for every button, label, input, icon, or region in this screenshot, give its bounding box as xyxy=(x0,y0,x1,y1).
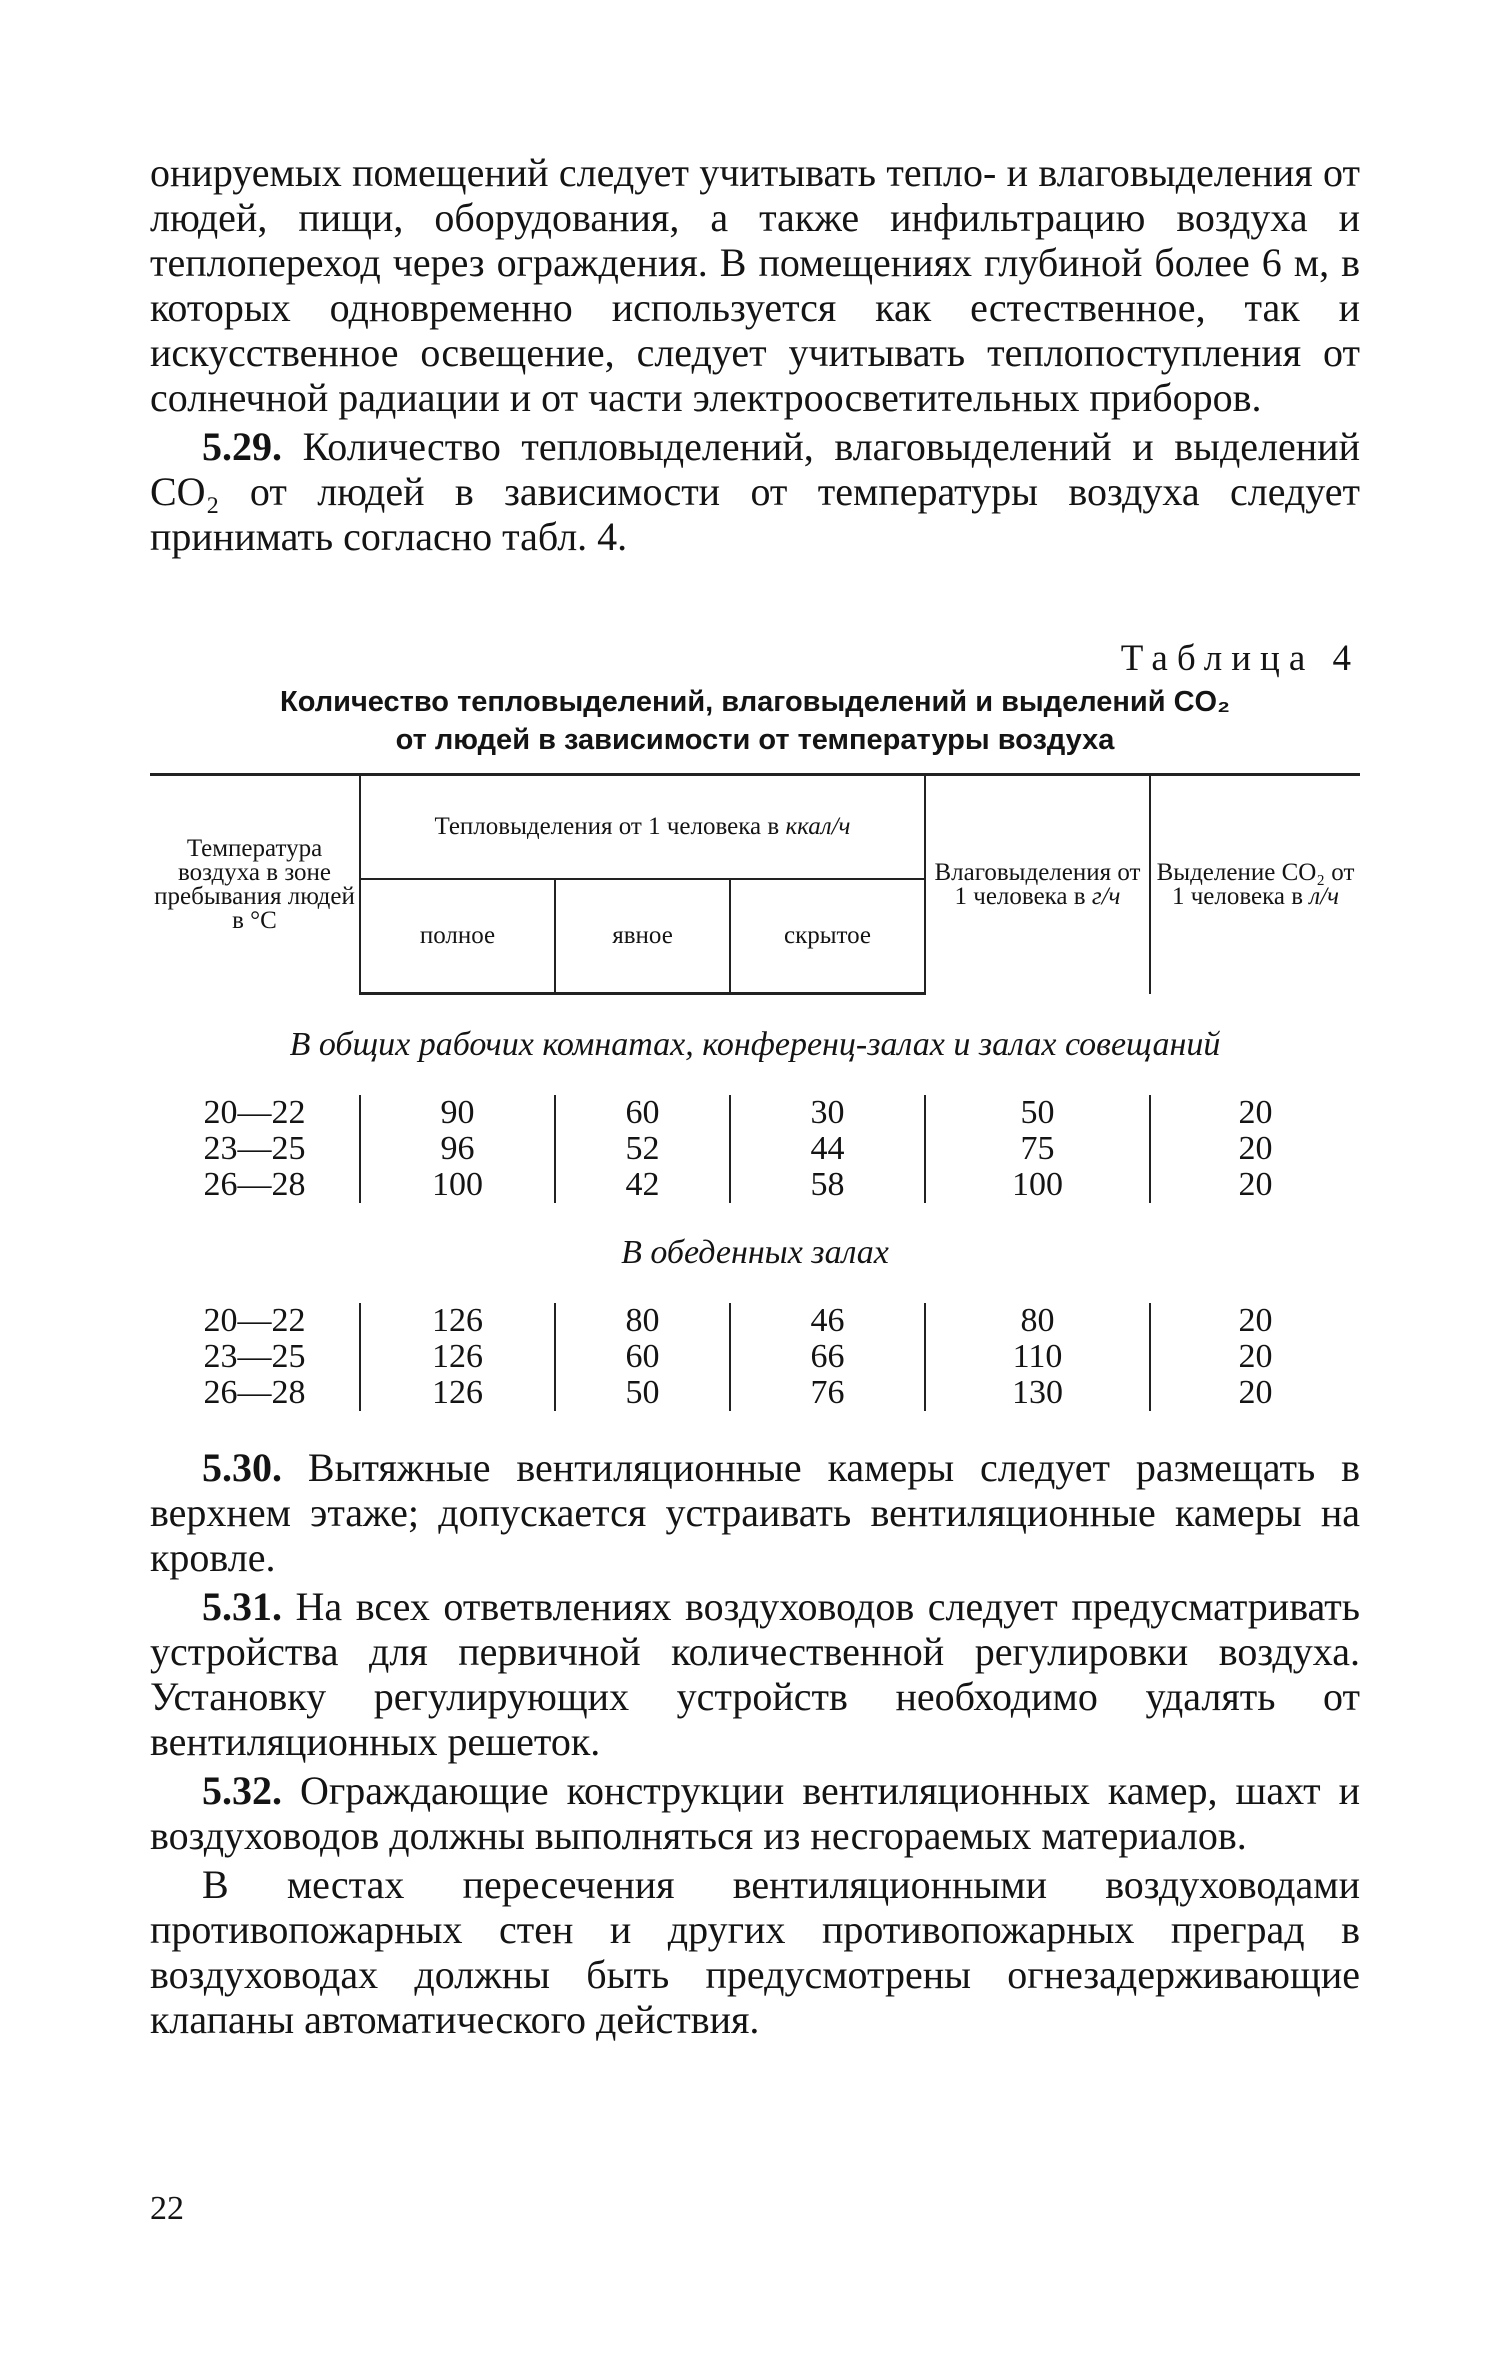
document-page xyxy=(150,150,1360,2042)
table-row: 23—25 96 52 44 75 20 xyxy=(150,1131,1360,1167)
header-heat-group: Тепловыделения от 1 человека в ккал/ч xyxy=(360,775,925,880)
header-moisture: Влаговыделения от 1 человека в г/ч xyxy=(925,775,1150,994)
paragraph-5-29 xyxy=(150,424,1360,559)
header-temperature: Температура воздуха в зоне пребывания людей в °С xyxy=(150,775,360,994)
section-title: В общих рабочих комнатах, конференц-залах и залах совещаний xyxy=(289,1026,1221,1063)
header-total: полное xyxy=(360,879,555,994)
paragraph-5-30 xyxy=(150,1445,1360,1580)
paragraph-text: Количество тепловыделений, влаговыделений и выделений CO₂ от людей в зависимости от температуры воздуха следует принимать согласно табл. 4. xyxy=(150,424,1360,559)
paragraph-number: 5.31. xyxy=(202,1584,282,1629)
paragraph-text: Вытяжные вентиляционные камеры следует размещать в верхнем этаже; допускается устраивать вентиляционные камеры на кровле. xyxy=(150,1445,1360,1580)
table-row: 26—28 126 50 76 130 20 xyxy=(150,1375,1360,1411)
header-co2: Выделение CO₂ от 1 человека в л/ч xyxy=(1150,775,1360,994)
header-latent: скрытое xyxy=(730,879,925,994)
intro-paragraph: онируемых помещений следует учитывать тепло- и влаговыделения от людей, пищи, оборудования, а также инфильтрацию воздуха и теплопереход через ограждения. В помещениях глубиной более 6 м, в которых одновременно используется как естественное, так и искусственное освещение, следует учитывать теплопоступления от солнечной радиации и от части электроосветительных приборов. xyxy=(150,150,1360,420)
table-row: 23—25 126 60 66 110 20 xyxy=(150,1339,1360,1375)
paragraph-number: 5.32. xyxy=(202,1768,282,1813)
paragraph-text: На всех ответвлениях воздуховодов следует предусматривать устройства для первичной количественной регулировки воздуха. Установку регулирующих устройств необходимо удалять от вентиляционных решеток. xyxy=(150,1584,1360,1764)
section-title: В обеденных залах xyxy=(621,1234,889,1271)
table-title xyxy=(150,683,1360,759)
table-title-line2: от людей в зависимости от температуры воздуха xyxy=(395,724,1115,756)
table-row: 26—28 100 42 58 100 20 xyxy=(150,1167,1360,1203)
paragraph-5-31 xyxy=(150,1584,1360,1764)
paragraph-number: 5.30. xyxy=(202,1445,282,1490)
heat-release-table xyxy=(150,773,1360,1411)
table-title-line1: Количество тепловыделений, влаговыделений и выделений CO₂ xyxy=(280,686,1230,718)
header-sensible: явное xyxy=(555,879,730,994)
paragraph-5-32 xyxy=(150,1768,1360,1858)
table-label: Таблица 4 xyxy=(1120,638,1360,679)
page-number: 22 xyxy=(150,2190,184,2227)
table-row: 20—22 126 80 46 80 20 xyxy=(150,1303,1360,1339)
table-row: 20—22 90 60 30 50 20 xyxy=(150,1095,1360,1131)
paragraph-number: 5.29. xyxy=(202,424,282,469)
paragraph-text: Ограждающие конструкции вентиляционных камер, шахт и воздуховодов должны выполняться из несгораемых материалов. xyxy=(150,1768,1360,1858)
paragraph-5-32-continued: В местах пересечения вентиляционными воздуховодами противопожарных стен и других противопожарных преград в воздуховодах должны быть предусмотрены огнезадерживающие клапаны автоматического действия. xyxy=(150,1862,1360,2042)
